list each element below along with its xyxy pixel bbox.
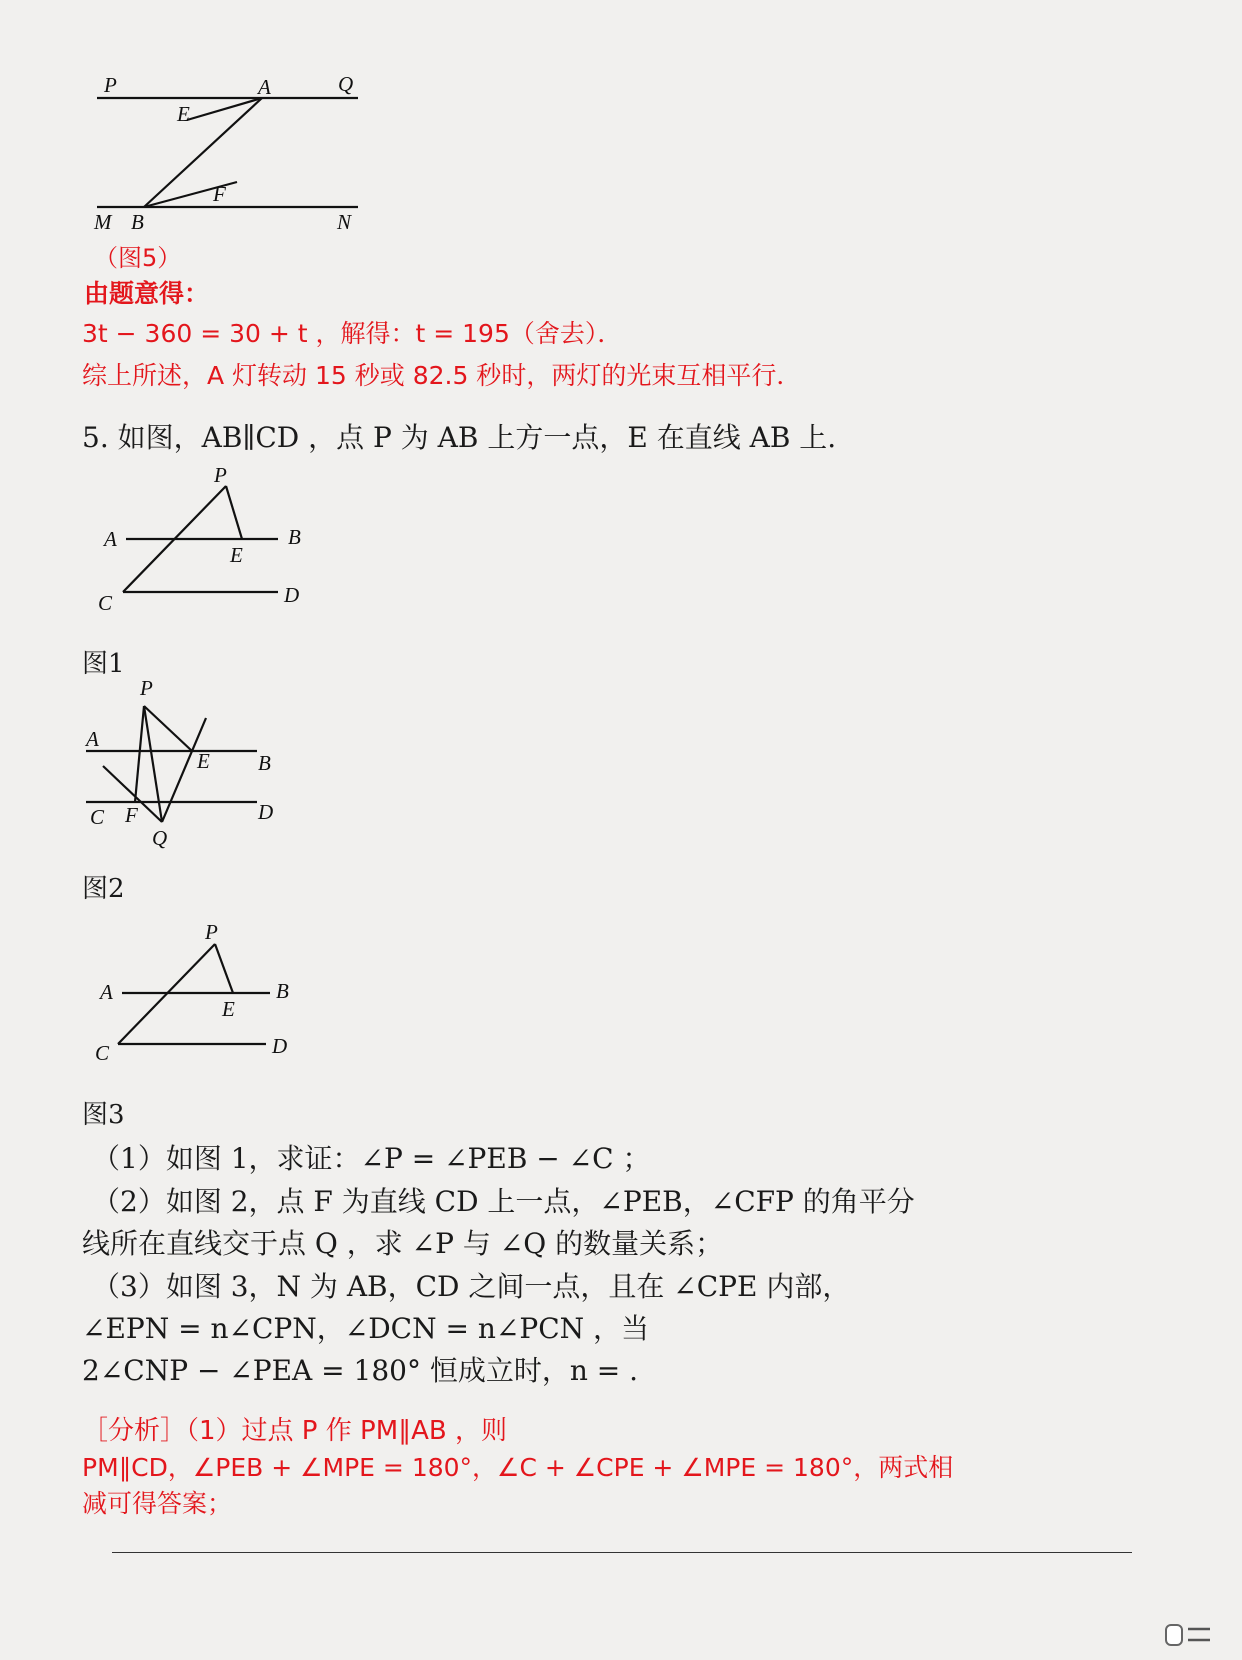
- scroll-indicator-icon: [1164, 1622, 1212, 1648]
- bottom-divider: [112, 1552, 1132, 1553]
- solution-line-2: 3t − 360 = 30 + t ，解得：t = 195（舍去）．: [82, 319, 623, 348]
- fig3-label-b: B: [276, 979, 289, 1003]
- fig5-label-a: A: [258, 75, 271, 99]
- fig3-label-p: P: [205, 920, 218, 944]
- fig1-label-b: B: [288, 525, 301, 549]
- fig3-label-d: D: [272, 1034, 288, 1058]
- question-3-line-1: （3）如图 3，N 为 AB，CD 之间一点，且在 ∠CPE 内部，: [92, 1270, 851, 1303]
- fig3-label-a: A: [100, 980, 113, 1004]
- fig1-label-p: P: [214, 463, 227, 487]
- fig2-label-d: D: [258, 800, 274, 824]
- fig2-label-f: F: [125, 803, 138, 827]
- fig1-label-a: A: [104, 527, 117, 551]
- fig5-label-q: Q: [338, 72, 354, 96]
- analysis-line-3: 减可得答案；: [82, 1489, 233, 1518]
- fig5-label-f: F: [213, 182, 226, 206]
- fig1-label-e: E: [230, 543, 243, 567]
- problem-5-statement: 5. 如图，AB∥CD ，点 P 为 AB 上方一点，E 在直线 AB 上.: [82, 421, 837, 454]
- fig2-label-p: P: [140, 676, 153, 700]
- fig2-label-e: E: [197, 749, 210, 773]
- fig2-label-b: B: [258, 751, 271, 775]
- fig2-label-q: Q: [152, 826, 168, 850]
- question-1: （1）如图 1，求证：∠P = ∠PEB − ∠C ；: [92, 1142, 651, 1175]
- fig5-label-b: B: [131, 210, 144, 234]
- fig5-label-m: M: [94, 210, 112, 234]
- fig2-label-c: C: [90, 805, 105, 829]
- analysis-line-2: PM∥CD，∠PEB + ∠MPE = 180°，∠C + ∠CPE + ∠MPE = 180°，两式相: [82, 1453, 954, 1482]
- fig5-label-e: E: [177, 102, 190, 126]
- fig2-label-a: A: [86, 727, 99, 751]
- question-2-line-2: 线所在直线交于点 Q ，求 ∠P 与 ∠Q 的数量关系；: [82, 1227, 724, 1260]
- fig1-label-c: C: [98, 591, 113, 615]
- fig3-label-e: E: [222, 997, 235, 1021]
- fig2-caption: 图2: [82, 874, 125, 904]
- question-3-line-3: 2∠CNP − ∠PEA = 180° 恒成立时，n = .: [82, 1354, 639, 1387]
- fig5-label-n: N: [337, 210, 352, 234]
- fig5-caption: （图5）: [94, 244, 182, 272]
- fig5-label-p: P: [104, 73, 117, 97]
- question-3-line-2: ∠EPN = n∠CPN，∠DCN = n∠PCN ，当: [82, 1312, 650, 1345]
- fig1-caption: 图1: [82, 649, 125, 679]
- solution-line-1: 由题意得：: [84, 279, 210, 308]
- solution-line-3: 综上所述，A 灯转动 15 秒或 82.5 秒时，两灯的光束互相平行．: [82, 361, 802, 390]
- analysis-line-1: ［分析］（1）过点 P 作 PM∥AB ，则: [82, 1416, 508, 1446]
- fig3-caption: 图3: [82, 1100, 125, 1130]
- fig1-label-d: D: [284, 583, 300, 607]
- question-2-line-1: （2）如图 2，点 F 为直线 CD 上一点，∠PEB，∠CFP 的角平分: [92, 1185, 915, 1218]
- fig3-label-c: C: [95, 1041, 110, 1065]
